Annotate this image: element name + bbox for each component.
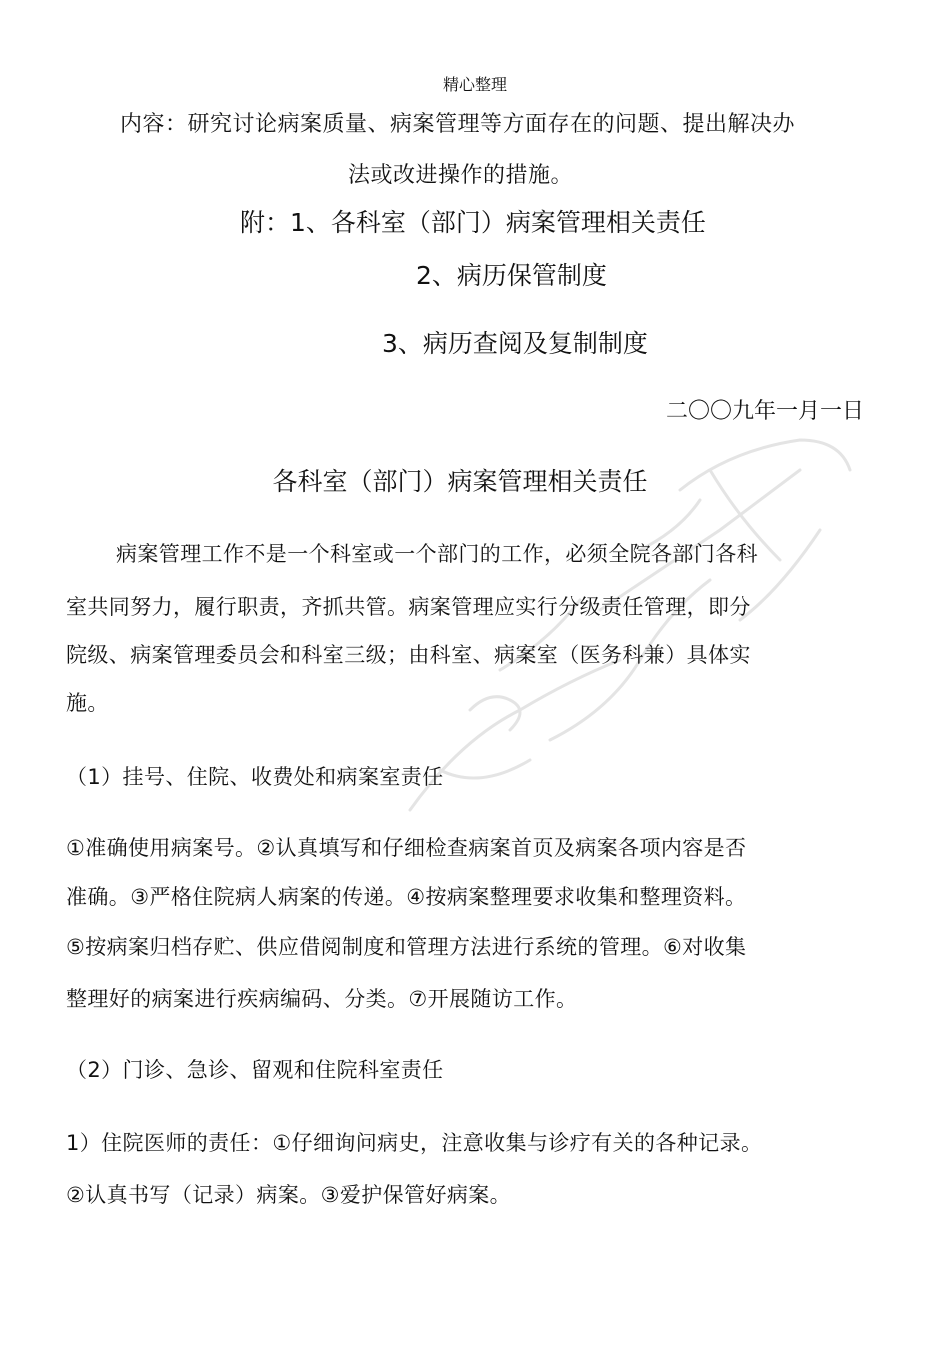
body-line: 院级、病案管理委员会和科室三级；由科室、病案室（医务科兼）具体实: [66, 643, 751, 667]
attachment-item-2: 2、病历保管制度: [416, 261, 607, 290]
document-date: 二〇〇九年一月一日: [665, 399, 864, 424]
body-line: 整理好的病案进行疾病编码、分类。⑦开展随访工作。: [66, 987, 578, 1011]
body-line: 施。: [66, 691, 109, 715]
intro-line-1: 内容：研究讨论病案质量、病案管理等方面存在的问题、提出解决办: [120, 112, 796, 137]
body-line: 病案管理工作不是一个科室或一个部门的工作，必须全院各部门各科: [116, 542, 758, 566]
attachment-item-1: 1、各科室（部门）病案管理相关责任: [290, 208, 706, 237]
subsection-heading-2: （2）门诊、急诊、留观和住院科室责任: [66, 1058, 444, 1082]
section-title: 各科室（部门）病案管理相关责任: [272, 467, 648, 496]
body-line: 室共同努力，履行职责，齐抓共管。病案管理应实行分级责任管理，即分: [66, 595, 751, 619]
body-line: ⑤按病案归档存贮、供应借阅制度和管理方法进行系统的管理。⑥对收集: [66, 935, 747, 959]
attachment-item-3: 3、病历查阅及复制制度: [382, 329, 648, 358]
attachment-prefix: 附：: [240, 208, 291, 237]
subsection-heading-1: （1）挂号、住院、收费处和病案室责任: [66, 765, 444, 789]
body-line: 准确。③严格住院病人病案的传递。④按病案整理要求收集和整理资料。: [66, 885, 747, 909]
body-line: 1）住院医师的责任：①仔细询问病史，注意收集与诊疗有关的各种记录。: [66, 1131, 763, 1155]
page-header: 精心整理: [442, 75, 507, 94]
intro-line-2: 法或改进操作的措施。: [348, 163, 574, 188]
body-line: ②认真书写（记录）病案。③爱护保管好病案。: [66, 1183, 512, 1207]
body-line: ①准确使用病案号。②认真填写和仔细检查病案首页及病案各项内容是否: [66, 836, 747, 860]
